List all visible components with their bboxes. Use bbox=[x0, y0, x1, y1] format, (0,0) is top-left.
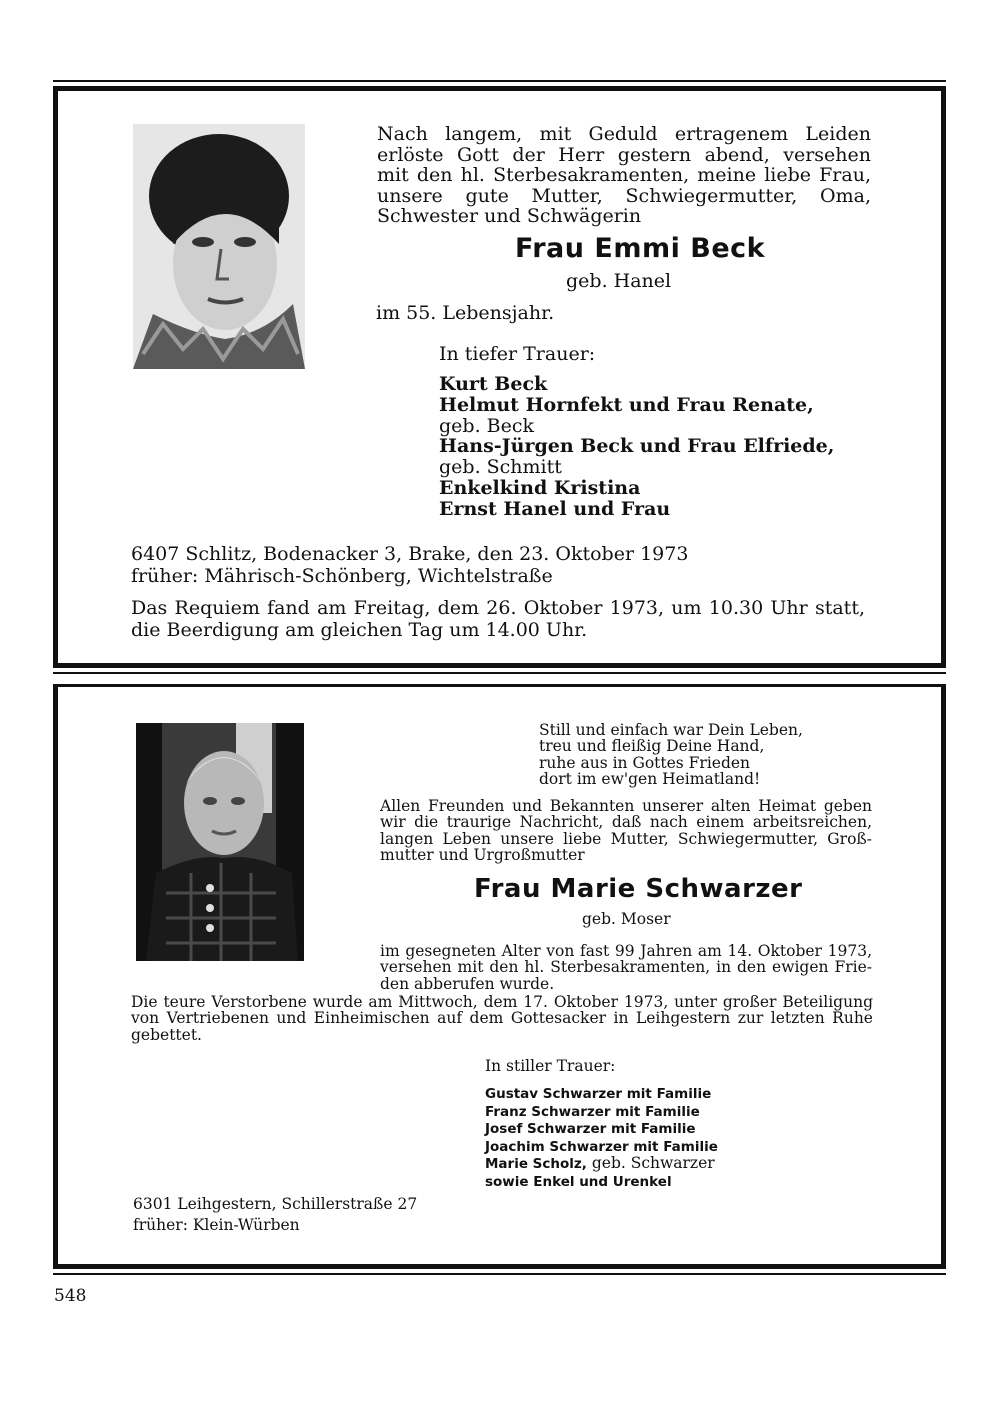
maiden-name: geb. Hanel bbox=[566, 270, 672, 292]
portrait-photo-marie-schwarzer bbox=[136, 723, 304, 961]
death-text bbox=[380, 943, 872, 992]
mourner-line: Kurt Beck bbox=[439, 373, 548, 395]
mourner-name: Gustav Schwarzer mit Familie bbox=[485, 1086, 712, 1102]
mourner-line: Ernst Hanel und Frau bbox=[439, 497, 671, 520]
mourner-line bbox=[485, 1120, 718, 1138]
former-address: früher: Klein-Würben bbox=[133, 1216, 300, 1234]
poem-line: Still und einfach war Dein Leben, bbox=[539, 721, 803, 739]
death-line: den abberufen wurde. bbox=[380, 974, 555, 993]
requiem-line: Das Requiem fand am Freitag, dem 26. Oktober 1973, um 10.30 Uhr statt, bbox=[131, 597, 865, 619]
mourning-heading: In tiefer Trauer: bbox=[439, 343, 596, 365]
poem-line: dort im ew'gen Heimatland! bbox=[539, 769, 761, 788]
poem-line: ruhe aus in Gottes Frieden bbox=[539, 753, 751, 772]
address: 6407 Schlitz, Bodenacker 3, Brake, den 23. Oktober 1973 bbox=[131, 543, 689, 565]
mourner-line: geb. Schmitt bbox=[439, 456, 562, 479]
intro-line: erlöste Gott der Herr gestern abend, versehen bbox=[377, 143, 871, 166]
mourners-list bbox=[485, 1085, 718, 1190]
burial-text bbox=[131, 994, 873, 1043]
intro-line: Allen Freunden und Bekannten unserer alten Heimat geben bbox=[380, 797, 872, 815]
poem bbox=[539, 722, 803, 787]
death-line: versehen mit den hl. Sterbesakramenten, in den ewigen Frie- bbox=[380, 958, 872, 977]
address: 6301 Leihgestern, Schillerstraße 27 bbox=[133, 1195, 418, 1213]
mourners-list bbox=[439, 374, 834, 520]
mourner-name: Joachim Schwarzer mit Familie bbox=[485, 1138, 718, 1155]
intro-line: mit den hl. Sterbesakramenten, meine liebe Frau, bbox=[377, 164, 871, 186]
burial-line: gebettet. bbox=[131, 1025, 202, 1044]
mourner-line bbox=[485, 1103, 718, 1121]
intro-line: unsere gute Mutter, Schwiegermutter, Oma, bbox=[377, 184, 871, 207]
top-rule bbox=[53, 80, 946, 82]
former-address: früher: Mährisch-Schönberg, Wichtelstraße bbox=[131, 565, 553, 587]
maiden-name: geb. Moser bbox=[582, 910, 671, 928]
intro-line: Schwester und Schwägerin bbox=[377, 205, 642, 227]
bottom-rule bbox=[53, 1273, 946, 1275]
death-line: im gesegneten Alter von fast 99 Jahren am 14. Oktober 1973, bbox=[380, 942, 872, 960]
mourner-name: Marie Scholz, bbox=[485, 1156, 587, 1172]
intro-line: langen Leben unsere liebe Mutter, Schwiegermutter, Groß- bbox=[380, 829, 872, 848]
mourner-line bbox=[485, 1173, 718, 1191]
mourner-name: sowie Enkel und Urenkel bbox=[485, 1173, 672, 1190]
age-text: im 55. Lebensjahr. bbox=[376, 302, 555, 324]
requiem-line: die Beerdigung am gleichen Tag um 14.00 Uhr. bbox=[131, 619, 588, 641]
mourning-heading: In stiller Trauer: bbox=[485, 1057, 616, 1075]
mourner-line bbox=[485, 1155, 718, 1173]
deceased-name: Frau Marie Schwarzer bbox=[474, 874, 803, 904]
mourner-name: Franz Schwarzer mit Familie bbox=[485, 1103, 700, 1120]
separator-rule bbox=[53, 672, 946, 674]
deceased-name: Frau Emmi Beck bbox=[515, 233, 766, 264]
page-number: 548 bbox=[54, 1286, 87, 1306]
mourner-note: geb. Schwarzer bbox=[586, 1154, 715, 1172]
intro-text-block bbox=[377, 124, 871, 227]
intro-text-block bbox=[380, 798, 872, 863]
intro-line: Nach langem, mit Geduld ertragenem Leiden bbox=[377, 123, 871, 145]
mourner-line: geb. Beck bbox=[439, 414, 535, 437]
portrait-photo-emmi-beck bbox=[133, 124, 305, 369]
mourner-line: Helmut Hornfekt und Frau Renate, bbox=[439, 393, 814, 416]
intro-line: wir die traurige Nachricht, daß nach einem arbeitsreichen, bbox=[380, 813, 872, 832]
mourner-line: Enkelkind Kristina bbox=[439, 476, 641, 499]
mourner-line bbox=[485, 1085, 718, 1103]
burial-line: von Vertriebenen und Einheimischen auf dem Gottesacker in Leihgestern zur letzten Ruhe bbox=[131, 1009, 873, 1028]
burial-line: Die teure Verstorbene wurde am Mittwoch, dem 17. Oktober 1973, unter großer Beteiligung bbox=[131, 993, 873, 1011]
poem-line: treu und fleißig Deine Hand, bbox=[539, 737, 765, 756]
intro-line: mutter und Urgroßmutter bbox=[380, 845, 585, 864]
mourner-line bbox=[485, 1138, 718, 1156]
mourner-name: Josef Schwarzer mit Familie bbox=[485, 1121, 696, 1137]
requiem-text bbox=[131, 597, 865, 641]
mourner-line: Hans-Jürgen Beck und Frau Elfriede, bbox=[439, 435, 835, 458]
